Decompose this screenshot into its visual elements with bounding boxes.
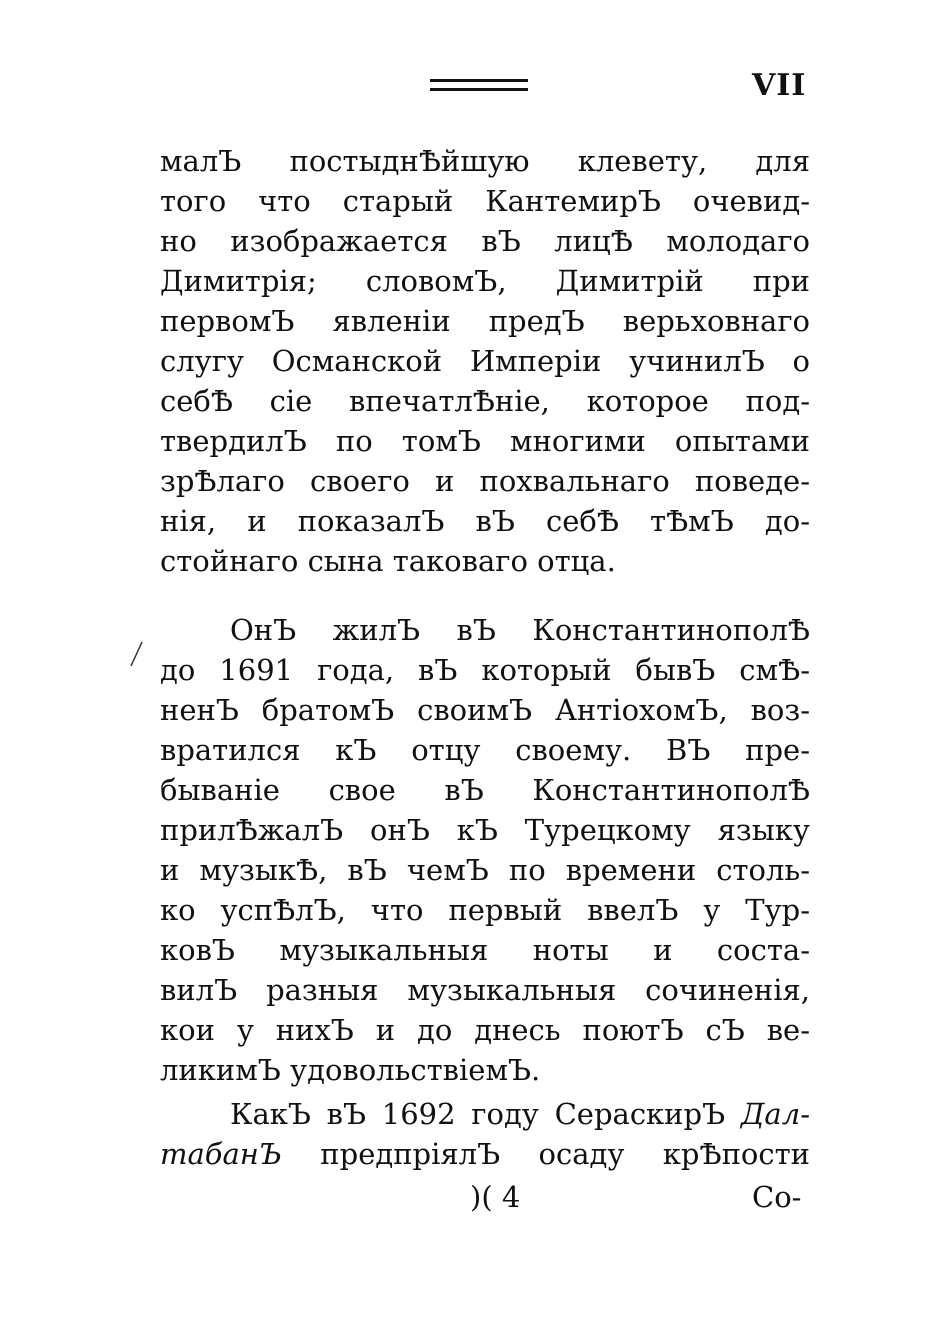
text-run: предпріялЪ осаду крѢпости	[281, 1137, 810, 1171]
text-line: малЪ постыднѢйшую клевету, для	[160, 144, 810, 178]
text-line	[160, 1134, 810, 1174]
text-line: вратился кЪ отцу своему. ВЪ пре-	[160, 733, 810, 767]
text-line: вилЪ разныя музыкальныя сочиненія,	[160, 973, 810, 1007]
text-line	[160, 1094, 810, 1134]
catchword: Со-	[752, 1180, 802, 1214]
text-line: кои у нихЪ и до днесь поютЪ сЪ ве-	[160, 1013, 810, 1047]
text-line: Димитрія; словомЪ, Димитрій при	[160, 264, 810, 298]
text-line: ковЪ музыкальныя ноты и соста-	[160, 933, 810, 967]
text-line: но изображается вЪ лицѢ молодаго	[160, 224, 810, 258]
header-rule-line	[430, 88, 528, 91]
text-line: зрѢлаго своего и похвальнаго поведе-	[160, 464, 810, 498]
header-rule-line	[430, 79, 528, 82]
text-line: бываніе свое вЪ КонстантинополѢ	[160, 773, 810, 807]
text-line: слугу Османской Имперіи учинилЪ о	[160, 344, 810, 378]
italic-name: табанЪ	[160, 1137, 282, 1171]
text-line: ликимЪ удовольствіемЪ.	[160, 1053, 541, 1087]
text-line: нія, и показалЪ вЪ себѢ тѢмЪ до-	[160, 504, 810, 538]
text-line: ОнЪ жилЪ вЪ КонстантинополѢ	[230, 613, 810, 647]
text-line: первомЪ явленіи предЪ верьховнаго	[160, 304, 810, 338]
text-line: того что старый КантемирЪ очевид-	[160, 184, 810, 218]
header-double-rule	[430, 79, 528, 93]
text-line: ко успѢлЪ, что первый ввелЪ у Тур-	[160, 893, 810, 927]
margin-pencil-mark	[128, 640, 144, 670]
signature-mark: )( 4	[470, 1180, 521, 1214]
text-run: КакЪ вЪ 1692 году СераскирЪ	[230, 1097, 741, 1131]
italic-name: Дал-	[740, 1097, 810, 1131]
paragraph-2	[160, 610, 810, 1090]
paragraph-3	[160, 1094, 810, 1174]
text-line: стойнаго сына таковаго отца.	[160, 544, 616, 578]
paragraph-1	[160, 141, 810, 581]
text-line: прилѢжалЪ онЪ кЪ Турецкому языку	[160, 813, 810, 847]
page-footer	[0, 1177, 936, 1217]
text-line: и музыкѢ, вЪ чемЪ по времени столь-	[160, 853, 810, 887]
text-line: себѢ сіе впечатлѢніе, которое под-	[160, 384, 810, 418]
text-line: ненЪ братомЪ своимЪ АнтіохомЪ, воз-	[160, 693, 810, 727]
page-number: VII	[752, 68, 807, 103]
text-line: до 1691 года, вЪ который бывЪ смѢ-	[160, 653, 810, 687]
text-line: твердилЪ по томЪ многими опытами	[160, 424, 810, 458]
